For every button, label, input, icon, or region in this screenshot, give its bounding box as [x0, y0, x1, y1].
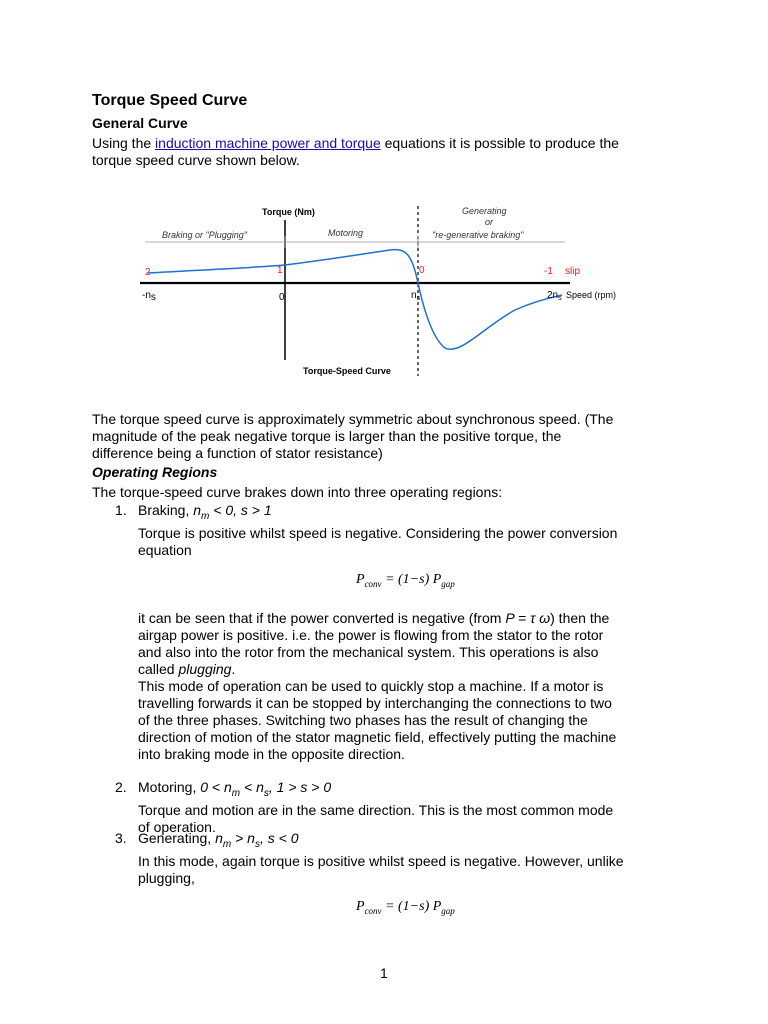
item-1-c-line-4: direction of motion of the stator magnetic field, effectively putting the machine [138, 729, 617, 745]
item-3-line-2: plugging, [138, 869, 195, 886]
item-3-generating [138, 830, 738, 887]
page-number: 1 [380, 965, 388, 981]
item-1-c-line-5: into braking mode in the opposite direction. [138, 746, 405, 762]
intro-paragraph [92, 135, 712, 169]
slip-tick-0: 0 [419, 265, 425, 276]
symmetry-line-2: magnitude of the peak negative torque is larger than the positive torque, the [92, 428, 562, 444]
item-2-line-1: Torque and motion are in the same direction. This is the most common mode [138, 801, 614, 818]
item-1-number: 1. [115, 502, 127, 518]
item-3-heading: Generating, $n_m > n_s$, s < 0 [138, 830, 299, 850]
item-2-motoring [138, 779, 738, 836]
torque-speed-figure [140, 198, 630, 380]
intro-text-post: equations it is possible to produce the [380, 135, 619, 151]
item-1-c-line-2: travelling forwards it can be stopped by interchanging the connections to two [138, 695, 612, 711]
region-generating-label-2: or [485, 217, 494, 227]
region-generating-label-1: Generating [462, 206, 507, 216]
tick-ns: $n_s$ [411, 290, 421, 302]
symmetry-line-3: difference being a function of stator resistance) [92, 445, 383, 461]
item-2-line-2: of operation. [138, 818, 216, 835]
regions-intro: The torque-speed curve brakes down into three operating regions: [92, 484, 503, 500]
induction-machine-link[interactable]: induction machine power and torque [155, 135, 381, 151]
intro-text-line2: torque speed curve shown below. [92, 152, 300, 168]
slip-tick-1: 1 [277, 265, 283, 276]
section-heading-general-curve: General Curve [92, 115, 188, 131]
item-3-number: 3. [115, 830, 127, 846]
power-conversion-equation-1: $P_{conv} = (1-s)$ $P_{gap}$ [356, 572, 455, 589]
item-2-heading: Motoring, $0 < n_m < n_s$, 1 > s > 0 [138, 779, 332, 799]
item-1-line-1: Torque is positive whilst speed is negative. Considering the power conversion [138, 524, 618, 541]
item-3-line-1: In this mode, again torque is positive whilst speed is negative. However, unlike [138, 852, 624, 869]
item-1-b-line-4: called plugging. [138, 661, 236, 677]
slip-axis-label: slip [565, 266, 581, 277]
slip-tick-2: 2 [145, 267, 151, 278]
tick-2ns: $2n_s$ [547, 290, 562, 302]
y-axis-label: Torque (Nm) [262, 207, 315, 217]
figure-caption: Torque-Speed Curve [303, 366, 391, 376]
region-braking-label: Braking or "Plugging" [162, 230, 247, 240]
tick-neg-ns: -ns [142, 290, 156, 303]
power-conversion-equation-2: $P_{conv} = (1-s)$ $P_{gap}$ [356, 899, 455, 916]
region-motoring-label: Motoring [328, 228, 364, 238]
item-2-number: 2. [115, 779, 127, 795]
item-1-line-2: equation [138, 541, 192, 558]
item-1-b-line-3: and also into the rotor from the mechanical system. This operations is also [138, 644, 599, 660]
symmetry-paragraph [92, 411, 732, 462]
intro-text-pre: Using the [92, 135, 156, 151]
item-1-c-line-1: This mode of operation can be used to quickly stop a machine. If a motor is [138, 678, 604, 694]
item-1-b-line-1: it can be seen that if the power converted is negative (from P = τ ω) then the [138, 610, 610, 626]
section-heading-operating-regions: Operating Regions [92, 464, 218, 480]
item-1-explanation [138, 610, 738, 763]
page-title: Torque Speed Curve [92, 92, 248, 109]
item-1-braking [138, 502, 738, 559]
torque-speed-curve [148, 250, 562, 350]
tick-zero: 0 [279, 292, 285, 303]
symmetry-line-1: The torque speed curve is approximately symmetric about synchronous speed. (The [92, 411, 614, 427]
item-1-c-line-3: of the three phases. Switching two phases has the result of changing the [138, 712, 588, 728]
x-axis-label: Speed (rpm) [566, 290, 617, 300]
slip-tick-neg1: -1 [544, 266, 553, 277]
region-generating-label-3: "re-generative braking" [432, 230, 524, 240]
item-1-heading: Braking, $n_m < 0$, s > 1 [138, 502, 272, 522]
item-1-b-line-2: airgap power is positive. i.e. the power is flowing from the stator to the rotor [138, 627, 604, 643]
